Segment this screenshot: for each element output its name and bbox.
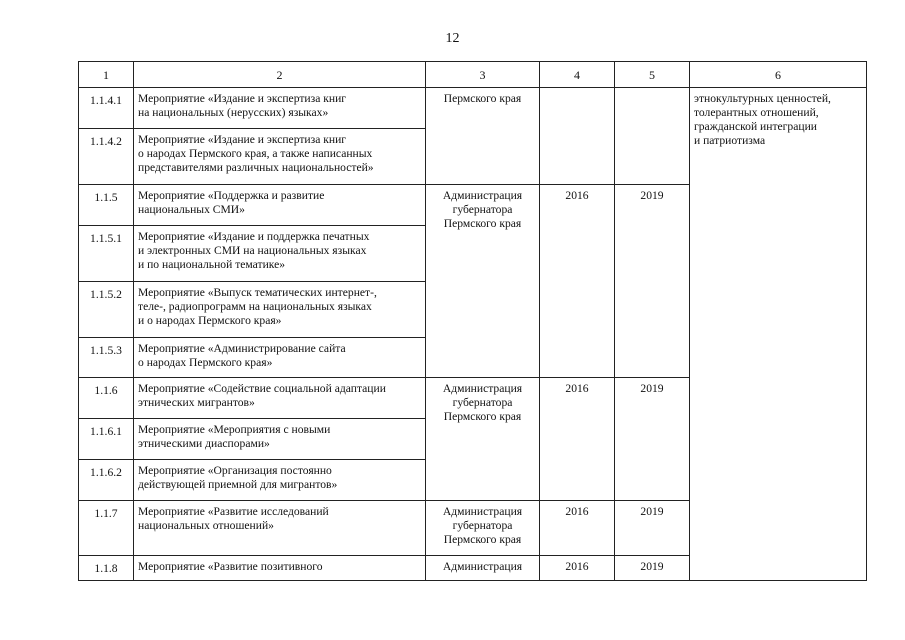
row-number: 1.1.4.1 bbox=[79, 88, 134, 129]
table-row bbox=[79, 88, 867, 129]
activity-name: Мероприятие «Развитие позитивного bbox=[134, 556, 426, 581]
activity-name: Мероприятие «Издание и экспертиза книг на национальных (нерусских) языках» bbox=[134, 88, 426, 129]
activity-name: Мероприятие «Поддержка и развитие национальных СМИ» bbox=[134, 185, 426, 226]
row-number: 1.1.6.1 bbox=[79, 419, 134, 460]
activity-name: Мероприятие «Мероприятия с новыми этническими диаспорами» bbox=[134, 419, 426, 460]
header-cell-6: 6 bbox=[690, 62, 867, 88]
program-table bbox=[78, 61, 867, 581]
row-number: 1.1.6 bbox=[79, 378, 134, 419]
start-year-cell: 2016 bbox=[540, 378, 615, 501]
activity-name: Мероприятие «Администрирование сайта о народах Пермского края» bbox=[134, 338, 426, 378]
executor-cell: Администрация губернатора Пермского края bbox=[426, 378, 540, 501]
end-year-cell: 2019 bbox=[615, 378, 690, 501]
executor-cell: Администрация bbox=[426, 556, 540, 581]
end-year-cell: 2019 bbox=[615, 185, 690, 378]
row-number: 1.1.8 bbox=[79, 556, 134, 581]
row-number: 1.1.5 bbox=[79, 185, 134, 226]
start-year-cell bbox=[540, 88, 615, 185]
activity-name: Мероприятие «Содействие социальной адаптации этнических мигрантов» bbox=[134, 378, 426, 419]
row-number: 1.1.7 bbox=[79, 501, 134, 556]
end-year-cell bbox=[615, 88, 690, 185]
end-year-cell: 2019 bbox=[615, 501, 690, 556]
row-number: 1.1.5.1 bbox=[79, 226, 134, 282]
header-cell-4: 4 bbox=[540, 62, 615, 88]
header-cell-3: 3 bbox=[426, 62, 540, 88]
activity-name: Мероприятие «Организация постоянно действующей приемной для мигрантов» bbox=[134, 460, 426, 501]
start-year-cell: 2016 bbox=[540, 185, 615, 378]
header-cell-2: 2 bbox=[134, 62, 426, 88]
start-year-cell: 2016 bbox=[540, 556, 615, 581]
row-number: 1.1.4.2 bbox=[79, 129, 134, 185]
activity-name: Мероприятие «Выпуск тематических интернет-, теле-, радиопрограмм на национальных языках и о народах Пермского края» bbox=[134, 282, 426, 338]
row-number: 1.1.5.3 bbox=[79, 338, 134, 378]
header-cell-1: 1 bbox=[79, 62, 134, 88]
row-number: 1.1.5.2 bbox=[79, 282, 134, 338]
executor-cell: Администрация губернатора Пермского края bbox=[426, 185, 540, 378]
header-cell-5: 5 bbox=[615, 62, 690, 88]
end-year-cell: 2019 bbox=[615, 556, 690, 581]
page-number: 12 bbox=[445, 31, 460, 46]
activity-name: Мероприятие «Издание и поддержка печатных и электронных СМИ на национальных языках и по национальной тематике» bbox=[134, 226, 426, 282]
activity-name: Мероприятие «Издание и экспертиза книг о народах Пермского края, а также написанных представителями различных национальностей» bbox=[134, 129, 426, 185]
expected-result-cell: этнокультурных ценностей, толерантных отношений, гражданской интеграции и патриотизма bbox=[690, 88, 867, 581]
start-year-cell: 2016 bbox=[540, 501, 615, 556]
executor-cell: Администрация губернатора Пермского края bbox=[426, 501, 540, 556]
table-header-row bbox=[79, 62, 867, 88]
executor-cell: Пермского края bbox=[426, 88, 540, 185]
row-number: 1.1.6.2 bbox=[79, 460, 134, 501]
activity-name: Мероприятие «Развитие исследований национальных отношений» bbox=[134, 501, 426, 556]
